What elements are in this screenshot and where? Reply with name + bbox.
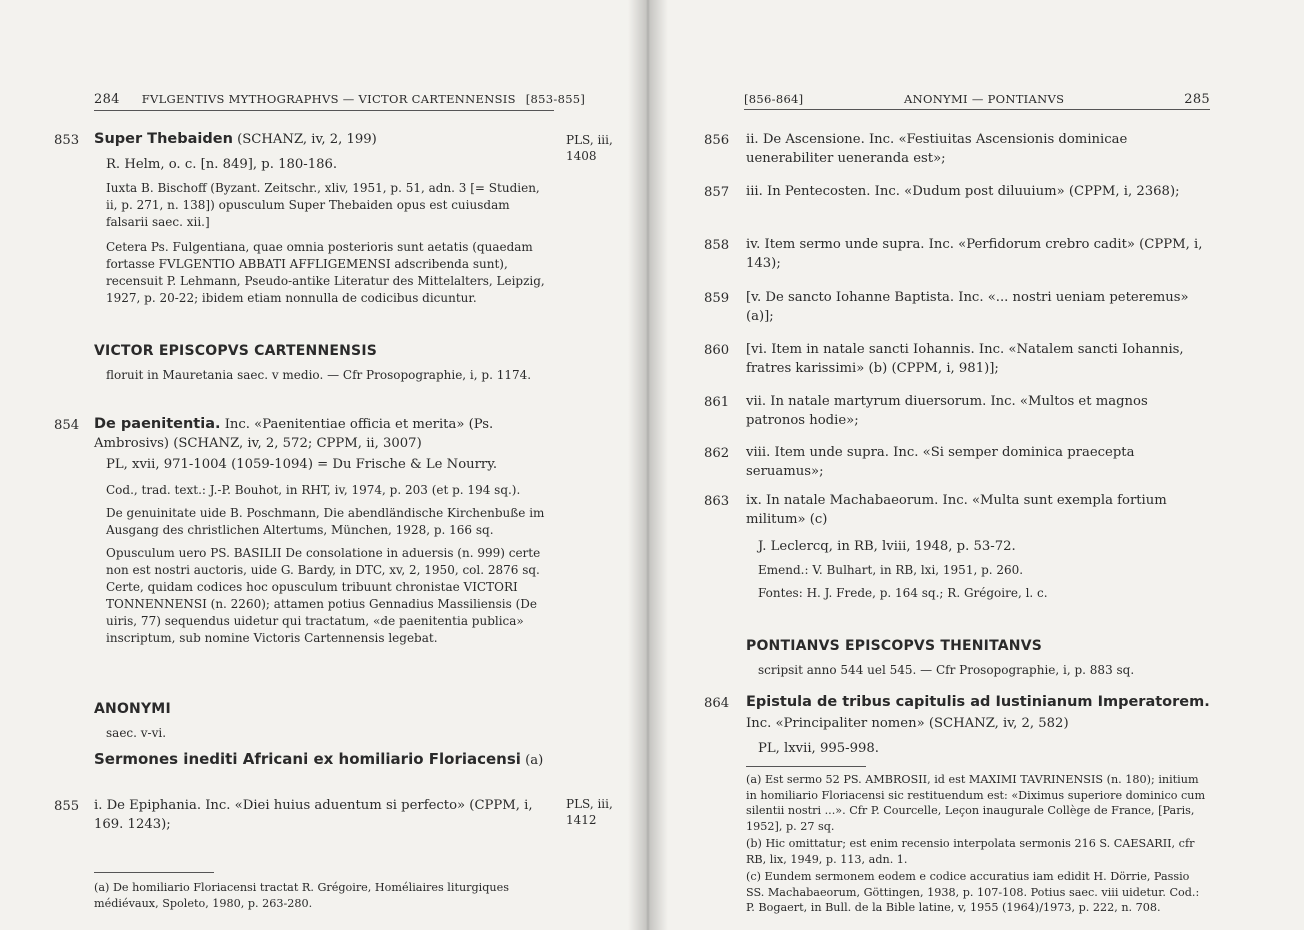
entry-number: 864	[704, 696, 730, 711]
genuinitate-note: De genuinitate uide B. Poschmann, Die abendländische Kirchenbuße im Ausgang des christlichen Altertums, München, 1928, p. 166 sq.	[106, 506, 545, 537]
entry-853	[94, 130, 556, 307]
entry-number: 859	[704, 291, 730, 306]
entry-title: Epistula de tribus capitulis ad Iustinianum Imperatorem.	[746, 694, 1210, 710]
footnote-rule	[94, 872, 214, 873]
footnote: (a) Est sermo 52 PS. AMBROSII, id est MAXIMI TAVRINENSIS (n. 180); initium in homiliario Floriacensi sic restituendum est: «Diximus superiore dominico cum silentii nostri ...». Cfr P. Courcelle, Leçon inaugurale Collège de France, [Paris, 1952], p. 27 sq.	[746, 773, 1206, 833]
left-running-head	[94, 92, 586, 111]
entry-number: 863	[704, 494, 730, 509]
entry-incipit: Inc. «Paenitentiae officia et merita» (Ps. Ambrosivs) (SCHANZ, iv, 2, 572; CPPM, ii, 3007)	[94, 417, 494, 451]
entry-ref: (SCHANZ, iv, 2, 199)	[237, 132, 377, 147]
footnote: (b) Hic omittatur; est enim recensio interpolata sermonis 216 S. CAESARII, cfr RB, lix, 1949, p. 113, adn. 1.	[746, 837, 1195, 866]
emend-note: Emend.: V. Bulhart, in RB, lxi, 1951, p. 260.	[758, 563, 1024, 577]
margin-reference: PLS, iii, 1408	[566, 133, 613, 163]
sermones-note: (a)	[525, 753, 544, 768]
scripsit-text: scripsit anno 544 uel 545. — Cfr Prosopographie, i, p. 883 sq.	[758, 663, 1135, 677]
right-page	[648, 0, 1304, 930]
right-running-head	[744, 92, 1210, 110]
entry-854	[94, 415, 556, 647]
left-page	[0, 0, 648, 930]
entry-number: 853	[54, 133, 80, 148]
saec-text: saec. v-vi.	[106, 726, 167, 740]
right-page-number: 285	[1184, 92, 1210, 107]
entry-edition: PL, lxvii, 995-998.	[758, 741, 879, 756]
entry-864	[746, 693, 1210, 758]
entry-863	[746, 491, 1210, 602]
victor-section	[94, 342, 556, 384]
entry-number: 857	[704, 185, 730, 200]
left-range: [853-855]	[525, 92, 586, 106]
entry-number: 860	[704, 343, 730, 358]
entry-number: 862	[704, 446, 730, 461]
entry-edition: R. Helm, o. c. [n. 849], p. 180-186.	[106, 157, 338, 172]
entry-number: 855	[54, 799, 80, 814]
footnote: (a) De homiliario Floriacensi tractat R. Grégoire, Homéliaires liturgiques médiévaux, Spoleto, 1980, p. 263-280.	[94, 881, 509, 910]
left-running-title: FVLGENTIVS MYTHOGRAPHVS — VICTOR CARTENNENSIS	[141, 92, 516, 106]
fontes-note: Fontes: H. J. Frede, p. 164 sq.; R. Grégoire, l. c.	[758, 586, 1048, 600]
entry-note: Cetera Ps. Fulgentiana, quae omnia posterioris sunt aetatis (quaedam fortasse FVLGENTIO ABBATI AFFLIGEMENSI adscribenda sunt), recensuit P. Lehmann, Pseudo-antike Literatur des Mittelalters, Leipzig, 1927, p. 20-22; ibidem etiam nonnulla de codicibus dicuntur.	[106, 240, 545, 305]
opusculum-note: Opusculum uero PS. BASILII De consolatione in aduersis (n. 999) certe non est nostri auctoris, uide G. Bardy, in DTC, xv, 2, 1950, col. 2876 sq. Certe, quidam codices hoc opusculum tribuunt chronistae VICTORI TONNENNENSI (n. 2260); attamen potius Gennadius Massiliensis (De uiris, 77) sequendus uidetur qui tractatum, «de paenitentia publica» inscriptum, sub nomine Victoris Cartennensis legebat.	[106, 546, 541, 645]
entry-855	[94, 796, 534, 834]
left-page-number: 284	[94, 92, 120, 107]
entry-number: 858	[704, 238, 730, 253]
section-heading: ANONYMI	[94, 701, 171, 717]
right-range: [856-864]	[744, 92, 804, 106]
pontianus-section	[746, 637, 1210, 679]
footnotes	[746, 772, 1210, 916]
anonymi-section	[94, 700, 556, 770]
entry-859: [v. De sancto Iohanne Baptista. Inc. «... nostri ueniam peteremus» (a)];	[746, 290, 1189, 324]
entry-857: iii. In Pentecosten. Inc. «Dudum post diluuium» (CPPM, i, 2368);	[746, 184, 1180, 199]
entry-number: 854	[54, 418, 80, 433]
margin-reference: PLS, iii, 1412	[566, 797, 613, 827]
entry-860: [vi. Item in natale sancti Iohannis. Inc. «Natalem sancti Iohannis, fratres karissimi» (b) (CPPM, i, 981)];	[746, 342, 1184, 376]
entry-856: ii. De Ascensione. Inc. «Festiuitas Ascensionis dominicae uenerabiliter ueneranda est»;	[746, 132, 1128, 166]
entry-number: 856	[704, 133, 730, 148]
entry-title: Super Thebaiden	[94, 131, 233, 147]
footnote-rule	[746, 766, 866, 767]
sermones-heading: Sermones inediti Africani ex homiliario Floriacensi	[94, 750, 521, 768]
entry-858: iv. Item sermo unde supra. Inc. «Perfidorum crebro cadit» (CPPM, i, 143);	[746, 237, 1203, 271]
entry-incipit: Inc. «Principaliter nomen» (SCHANZ, iv, 2, 582)	[746, 716, 1069, 731]
entry-861: vii. In natale martyrum diuersorum. Inc. «Multos et magnos patronos hodie»;	[746, 394, 1148, 428]
floruit-text: floruit in Mauretania saec. v medio. — Cfr Prosopographie, i, p. 1174.	[106, 368, 532, 382]
section-heading: PONTIANVS EPISCOPVS THENITANVS	[746, 638, 1043, 654]
footnote: (c) Eundem sermonem eodem e codice accuratius iam edidit H. Dörrie, Passio SS. Machabaeorum, Göttingen, 1938, p. 107-108. Potius saec. viii uidetur. Cod.: P. Bogaert, in Bull. de la Bible latine, v, 1955 (1964)/1973, p. 222, n. 708.	[746, 870, 1200, 914]
entry-note: Iuxta B. Bischoff (Byzant. Zeitschr., xliv, 1951, p. 51, adn. 3 [= Studien, ii, p. 271, n. 138]) opusculum Super Thebaiden opus est cuiusdam falsarii saec. xii.]	[106, 181, 540, 229]
codices-note: Cod., trad. text.: J.-P. Bouhot, in RHT, iv, 1974, p. 203 (et p. 194 sq.).	[106, 483, 521, 497]
entry-text: ix. In natale Machabaeorum. Inc. «Multa sunt exempla fortium militum» (c)	[746, 493, 1167, 527]
entry-text: i. De Epiphania. Inc. «Diei huius aduentum si perfecto» (CPPM, i, 169. 1243);	[94, 798, 533, 832]
right-running-title: ANONYMI — PONTIANVS	[904, 92, 1065, 106]
entry-edition: J. Leclercq, in RB, lviii, 1948, p. 53-72.	[758, 539, 1016, 554]
entry-number: 861	[704, 395, 730, 410]
entry-862: viii. Item unde supra. Inc. «Si semper dominica praecepta seruamus»;	[746, 445, 1135, 479]
book-gutter	[628, 0, 668, 930]
entry-edition: PL, xvii, 971-1004 (1059-1094) = Du Frische & Le Nourry.	[106, 457, 498, 472]
entry-title: De paenitentia.	[94, 416, 221, 432]
section-heading: VICTOR EPISCOPVS CARTENNENSIS	[94, 343, 378, 359]
